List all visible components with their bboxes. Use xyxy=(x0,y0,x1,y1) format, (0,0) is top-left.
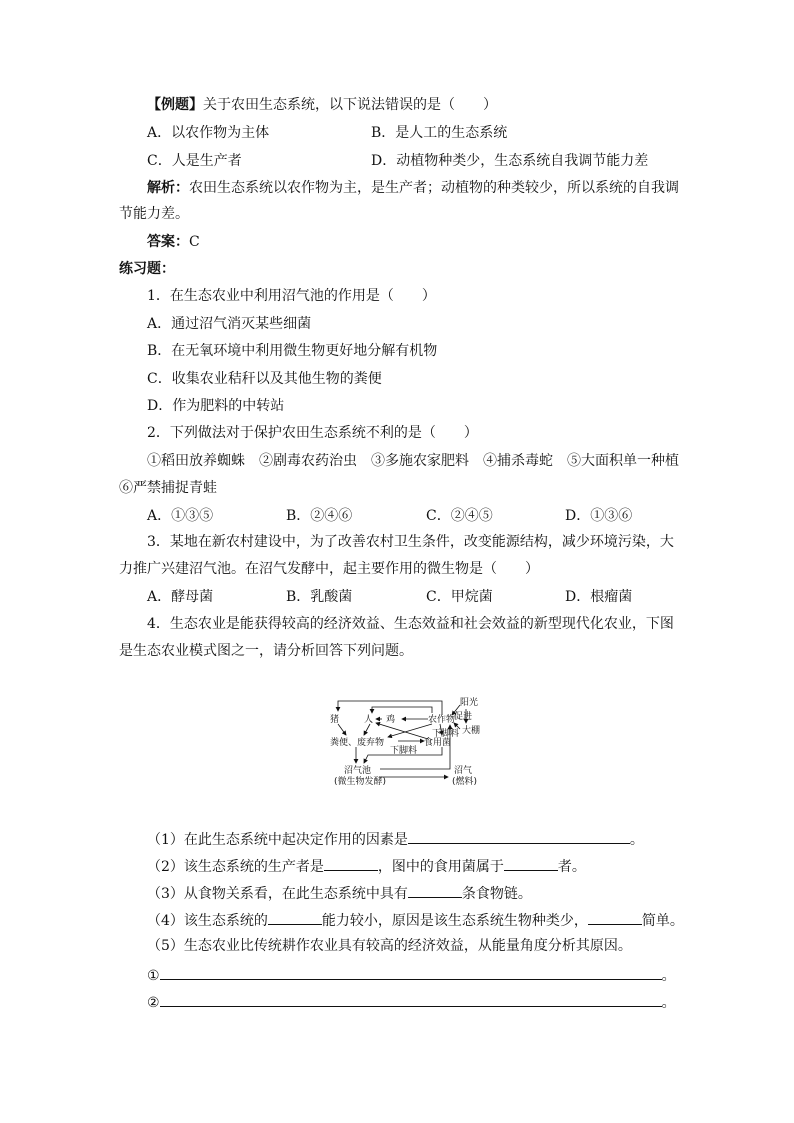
answer-blank-4b[interactable] xyxy=(588,909,642,925)
node-pig: 猪 xyxy=(330,715,340,725)
node-pool-note: (微生物发酵) xyxy=(334,777,387,787)
q4-sub2: （2）该生态系统的生产者是 ，图中的食用菌属于 者。 xyxy=(147,855,586,877)
answer-label: 答案： xyxy=(147,234,189,250)
example-option-c: C．人是生产者 xyxy=(147,153,242,169)
q3-option-d: D．根瘤菌 xyxy=(565,589,633,605)
q4-sub5: （5）生态农业比传统耕作农业具有较高的经济效益，从能量角度分析其原因。 xyxy=(147,938,632,954)
q2-option-b: B．②④⑥ xyxy=(286,508,353,524)
node-human: 人 xyxy=(364,715,374,725)
eco-agriculture-diagram xyxy=(320,697,490,791)
answer-blank-1[interactable] xyxy=(408,828,630,844)
analysis-label: 解析： xyxy=(147,180,189,196)
q2-stem: 2．下列做法对于保护农田生态系统不利的是（ ） xyxy=(147,425,478,441)
example-question: 【例题】关于农田生态系统，以下说法错误的是（ ） xyxy=(147,97,497,113)
node-manure: 粪便、废弃物 xyxy=(330,738,385,748)
example-option-b: B．是人工的生态系统 xyxy=(371,125,508,141)
example-analysis: 解析：农田生态系统以农作物为主，是生产者；动植物的种类较少，所以系统的自我调 xyxy=(147,180,679,196)
q2-option-d: D．①③⑥ xyxy=(565,508,633,524)
node-chicken: 鸡 xyxy=(386,715,396,725)
q4-sub4: （4）该生态系统的 能力较小，原因是该生态系统生物种类少， 简单。 xyxy=(147,909,684,931)
q4-sub5-blank1: ① 。 xyxy=(147,964,676,986)
label-promote: 促进 xyxy=(454,712,473,722)
q4-sub3: （3）从食物关系看，在此生态系统中具有 条食物链。 xyxy=(147,882,532,904)
node-shed: 大棚 xyxy=(462,726,481,736)
q3-stem-cont: 力推广兴建沼气池。在沼气发酵中，起主要作用的微生物是（ ） xyxy=(119,561,539,577)
answer-blank-4a[interactable] xyxy=(268,909,322,925)
example-analysis-cont: 节能力差。 xyxy=(119,206,189,222)
q1-option-d: D．作为肥料的中转站 xyxy=(147,398,285,414)
q2-items-cont: ⑥严禁捕捉青蛙 xyxy=(119,480,217,496)
q3-option-a: A．酵母菌 xyxy=(147,589,214,605)
q1-option-c: C．收集农业秸秆以及其他生物的粪便 xyxy=(147,371,382,387)
exercises-heading: 练习题： xyxy=(119,261,175,277)
q1-option-a: A．通过沼气消灭某些细菌 xyxy=(147,316,312,332)
answer-blank-2b[interactable] xyxy=(504,855,558,871)
example-answer: 答案：C xyxy=(147,234,200,250)
q2-option-a: A．①③⑤ xyxy=(147,508,214,524)
node-mushroom: 食用菌 xyxy=(424,738,452,748)
node-pool: 沼气池 xyxy=(344,766,372,776)
q4-stem-cont: 是生态农业模式图之一，请分析回答下列问题。 xyxy=(119,643,413,659)
answer-blank-3[interactable] xyxy=(408,882,462,898)
q4-sub5-blank2: ② 。 xyxy=(147,991,676,1013)
example-option-a: A．以农作物为主体 xyxy=(147,125,270,141)
q4-sub1: （1）在此生态系统中起决定作用的因素是 。 xyxy=(147,828,644,850)
node-gas: 沼气 xyxy=(454,766,473,776)
node-sun: 阳光 xyxy=(460,698,479,708)
q2-items: ①稻田放养蜘蛛 ②剧毒农药治虫 ③多施农家肥料 ④捕杀毒蛇 ⑤大面积单一种植 xyxy=(147,453,679,469)
q3-stem: 3．某地在新农村建设中，为了改善农村卫生条件，改变能源结构，减少环境污染，大 xyxy=(147,534,674,550)
q1-stem: 1．在生态农业中利用沼气池的作用是（ ） xyxy=(147,288,436,304)
label-scraps-2: 下脚料 xyxy=(390,746,418,756)
q4-stem: 4．生态农业是能获得较高的经济效益、生态效益和社会效益的新型现代化农业，下图 xyxy=(147,616,674,632)
example-title: 【例题】 xyxy=(147,97,203,113)
answer-blank-5-2[interactable] xyxy=(160,991,662,1007)
answer-blank-5-1[interactable] xyxy=(160,964,662,980)
label-scraps-1: 下脚料 xyxy=(432,729,460,739)
example-option-d: D．动植物种类少，生态系统自我调节能力差 xyxy=(371,153,649,169)
node-gas-note: (燃料) xyxy=(452,777,478,787)
q3-option-c: C．甲烷菌 xyxy=(426,589,493,605)
answer-blank-2a[interactable] xyxy=(324,855,378,871)
q3-option-b: B．乳酸菌 xyxy=(286,589,353,605)
q1-option-b: B．在无氧环境中利用微生物更好地分解有机物 xyxy=(147,343,438,359)
node-crop: 农作物 xyxy=(428,715,456,725)
q2-option-c: C．②④⑤ xyxy=(426,508,493,524)
